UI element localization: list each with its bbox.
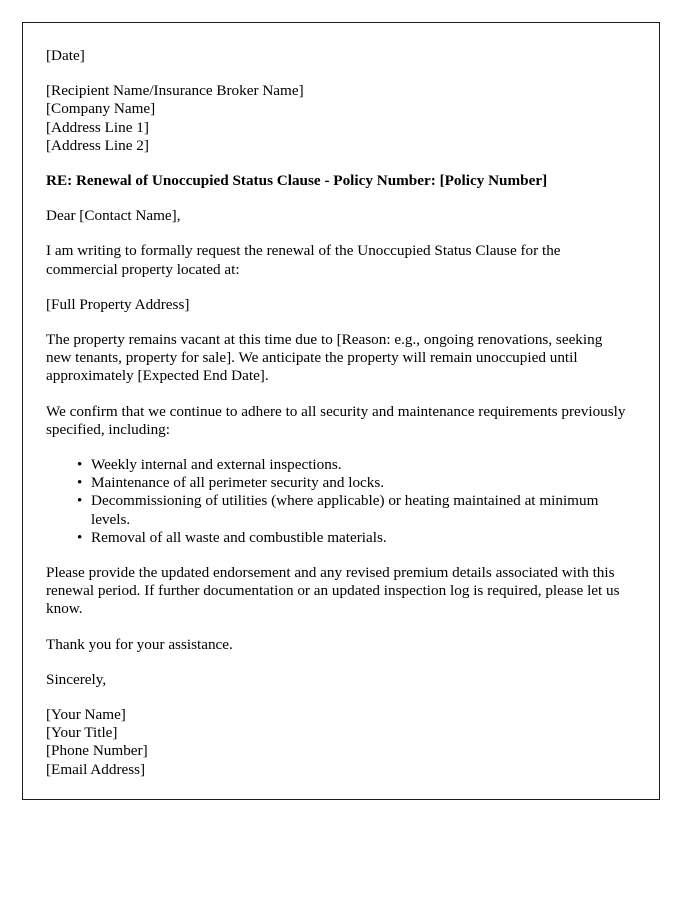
bullet-icon: • (77, 474, 83, 492)
list-item-label: Maintenance of all perimeter security and locks. (91, 474, 385, 492)
signer-name-line: [Your Name] (46, 706, 126, 724)
letter-page-border (22, 22, 660, 800)
closing-salutation: Sincerely, (46, 670, 107, 688)
list-item-label: Removal of all waste and combustible materials. (91, 528, 387, 546)
list-item (46, 492, 631, 528)
bullet-icon: • (77, 456, 83, 474)
list-item (46, 474, 631, 492)
signer-email-line: [Email Address] (46, 760, 146, 778)
list-item (46, 456, 631, 474)
bullet-icon: • (77, 528, 83, 546)
bullet-icon: • (77, 492, 83, 510)
property-address-placeholder: [Full Property Address] (46, 295, 190, 313)
list-item (46, 529, 631, 547)
paragraph-thanks: Thank you for your assistance. (46, 635, 233, 653)
paragraph-vacancy-reason: The property remains vacant at this time due to [Reason: e.g., ongoing renovations, seeking new tenants, property for sale]. We anticipate the property will remain unoccupied until approximately [Expected End Date]. (46, 331, 603, 385)
salutation: Dear [Contact Name], (46, 207, 181, 225)
date-line: [Date] (46, 47, 85, 64)
recipient-address-block (46, 82, 631, 155)
paragraph-compliance-intro: We confirm that we continue to adhere to all security and maintenance requirements previously specified, including: (46, 402, 626, 438)
subject-line: RE: Renewal of Unoccupied Status Clause - Policy Number: [Policy Number] (46, 172, 548, 190)
company-name-line: [Company Name] (46, 100, 156, 118)
paragraph-request: I am writing to formally request the renewal of the Unoccupied Status Clause for the commercial property located at: (46, 242, 561, 278)
letter-content (46, 47, 631, 779)
signer-phone-line: [Phone Number] (46, 742, 148, 760)
list-item-label: Decommissioning of utilities (where applicable) or heating maintained at minimum levels. (91, 492, 599, 528)
signer-title-line: [Your Title] (46, 724, 118, 742)
address-line-2: [Address Line 2] (46, 136, 149, 154)
signature-block (46, 706, 631, 779)
recipient-name-line: [Recipient Name/Insurance Broker Name] (46, 82, 304, 100)
address-line-1: [Address Line 1] (46, 118, 149, 136)
list-item-label: Weekly internal and external inspections. (91, 456, 342, 474)
requirements-list (46, 456, 631, 547)
paragraph-endorsement-request: Please provide the updated endorsement and any revised premium details associated with this renewal period. If further documentation or an updated inspection log is required, please let us know. (46, 564, 620, 618)
